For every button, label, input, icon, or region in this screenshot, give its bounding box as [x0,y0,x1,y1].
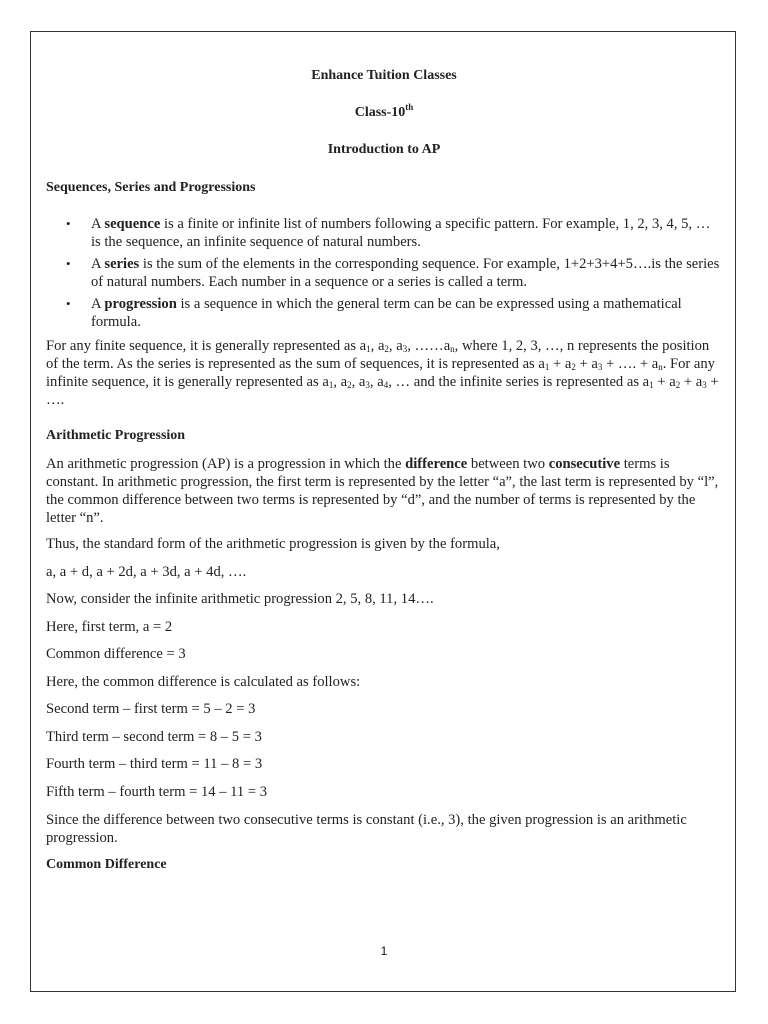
class-superscript: th [405,102,414,112]
text-line: Fourth term – third term = 11 – 8 = 3 [46,756,263,772]
section-heading-common-difference: Common Difference [46,857,167,872]
class-label: Class-10 [354,105,406,120]
term-sequence: sequence [104,216,161,232]
text-line: Now, consider the infinite arithmetic progression 2, 5, 8, 11, 14…. [46,591,434,607]
bullet-icon: • [66,216,71,231]
ap-intro-paragraph: An arithmetic progression (AP) is a progression in which the difference between two consecutive terms is constant. In arithmetic progression, the first term is represented by the letter “a”, the last term is represented by “l”, the common difference between two terms is represented by “d”, and the number of terms is represented by the letter “n”. [46,456,719,526]
class-title [46,104,722,122]
section-heading-sequences: Sequences, Series and Progressions [46,180,256,195]
formula-line: a, a + d, a + 2d, a + 3d, a + 4d, …. [46,564,247,580]
term-series: series [104,256,140,272]
text-line: Thus, the standard form of the arithmetic progression is given by the formula, [46,536,500,552]
text-line: Second term – first term = 5 – 2 = 3 [46,701,256,717]
conclusion-paragraph: Since the difference between two consecutive terms is constant (i.e., 3), the given progression is an arithmetic progression. [46,812,687,846]
bullet-icon: • [66,296,71,311]
page-number: 1 [380,944,388,958]
text-line: Here, first term, a = 2 [46,619,173,635]
topic-title: Introduction to AP [327,142,441,157]
term-progression: progression [104,296,177,312]
bullet-icon: • [66,256,71,271]
institute-title: Enhance Tuition Classes [311,68,457,83]
section-heading-ap: Arithmetic Progression [46,428,186,443]
text-line: Common difference = 3 [46,646,186,662]
text-line: Third term – second term = 8 – 5 = 3 [46,729,262,745]
text-line: Fifth term – fourth term = 14 – 11 = 3 [46,784,268,800]
document-page: Enhance Tuition Classes Class-10th Introduction to AP Sequences, Series and Progressions • A sequence is a finite or infinite list of numbers following a specific pattern. For example, 1, 2, 3, 4, 5, … is the sequence, an infinite sequence of natural numbers. • A series is the sum of the elements in the corresponding sequence. For example, 1+2+3+4+5….is the series of natural numbers. Each number in a sequence or a series is called a term. • A progression is a sequence in which the general term can be can be expressed using a mathematical formula. For any finite sequence, it is generally represented as $a_1$, $a_2$, $a_3$, $\dots\dots a_n$, where 1, 2, 3, …, n represents the position of the term. As the series is represented as the sum of sequences, it is represented as $a_1 + a_2 + a_3$ + …. + $a_n$. For any infinite sequence, it is generally represented as $a_1$, $a_2$, $a_3$, $a_4$, … and the infinite series is represented as $a_1 + a_2 + a_3$ + …. Arithmetic Progression An arithmetic progression (AP) is a progression in which the difference between two consecutive terms is constant. In arithmetic progression, the first term is represented by the letter “a”, the last term is represented by “l”, the common difference between two terms is represented by “d”, and the number of terms is represented by the letter “n”. Thus, the standard form of the arithmetic progression is given by the formula, a, a + d, a + 2d, a + 3d, a + 4d, …. Now, consider the infinite arithmetic progression 2, 5, 8, 11, 14…. Here, first term, a = 2 Common difference = 3 Here, the common difference is calculated as follows: Second term – first term = 5 – 2 = 3 Third term – second term = 8 – 5 = 3 Fourth term – third term = 11 – 8 = 3 Fifth term – fourth term = 14 – 11 = 3 Since the difference between two consecutive terms is constant (i.e., 3), the given progression is an arithmetic progression. Common Difference 1 [30,31,736,992]
text-line: Here, the common difference is calculated as follows: [46,674,361,690]
sequence-representation-paragraph: For any finite sequence, it is generally represented as $a_1$, $a_2$, $a_3$, $\dots\dots a_n$, where 1, 2, 3, …, n represents the position of the term. As the series is represented as the sum of sequences, it is represented as $a_1 + a_2 + a_3$ + …. + $a_n$. For any infinite sequence, it is generally represented as $a_1$, $a_2$, $a_3$, $a_4$, … and the infinite series is represented as $a_1 + a_2 + a_3$ + …. [46,338,719,408]
